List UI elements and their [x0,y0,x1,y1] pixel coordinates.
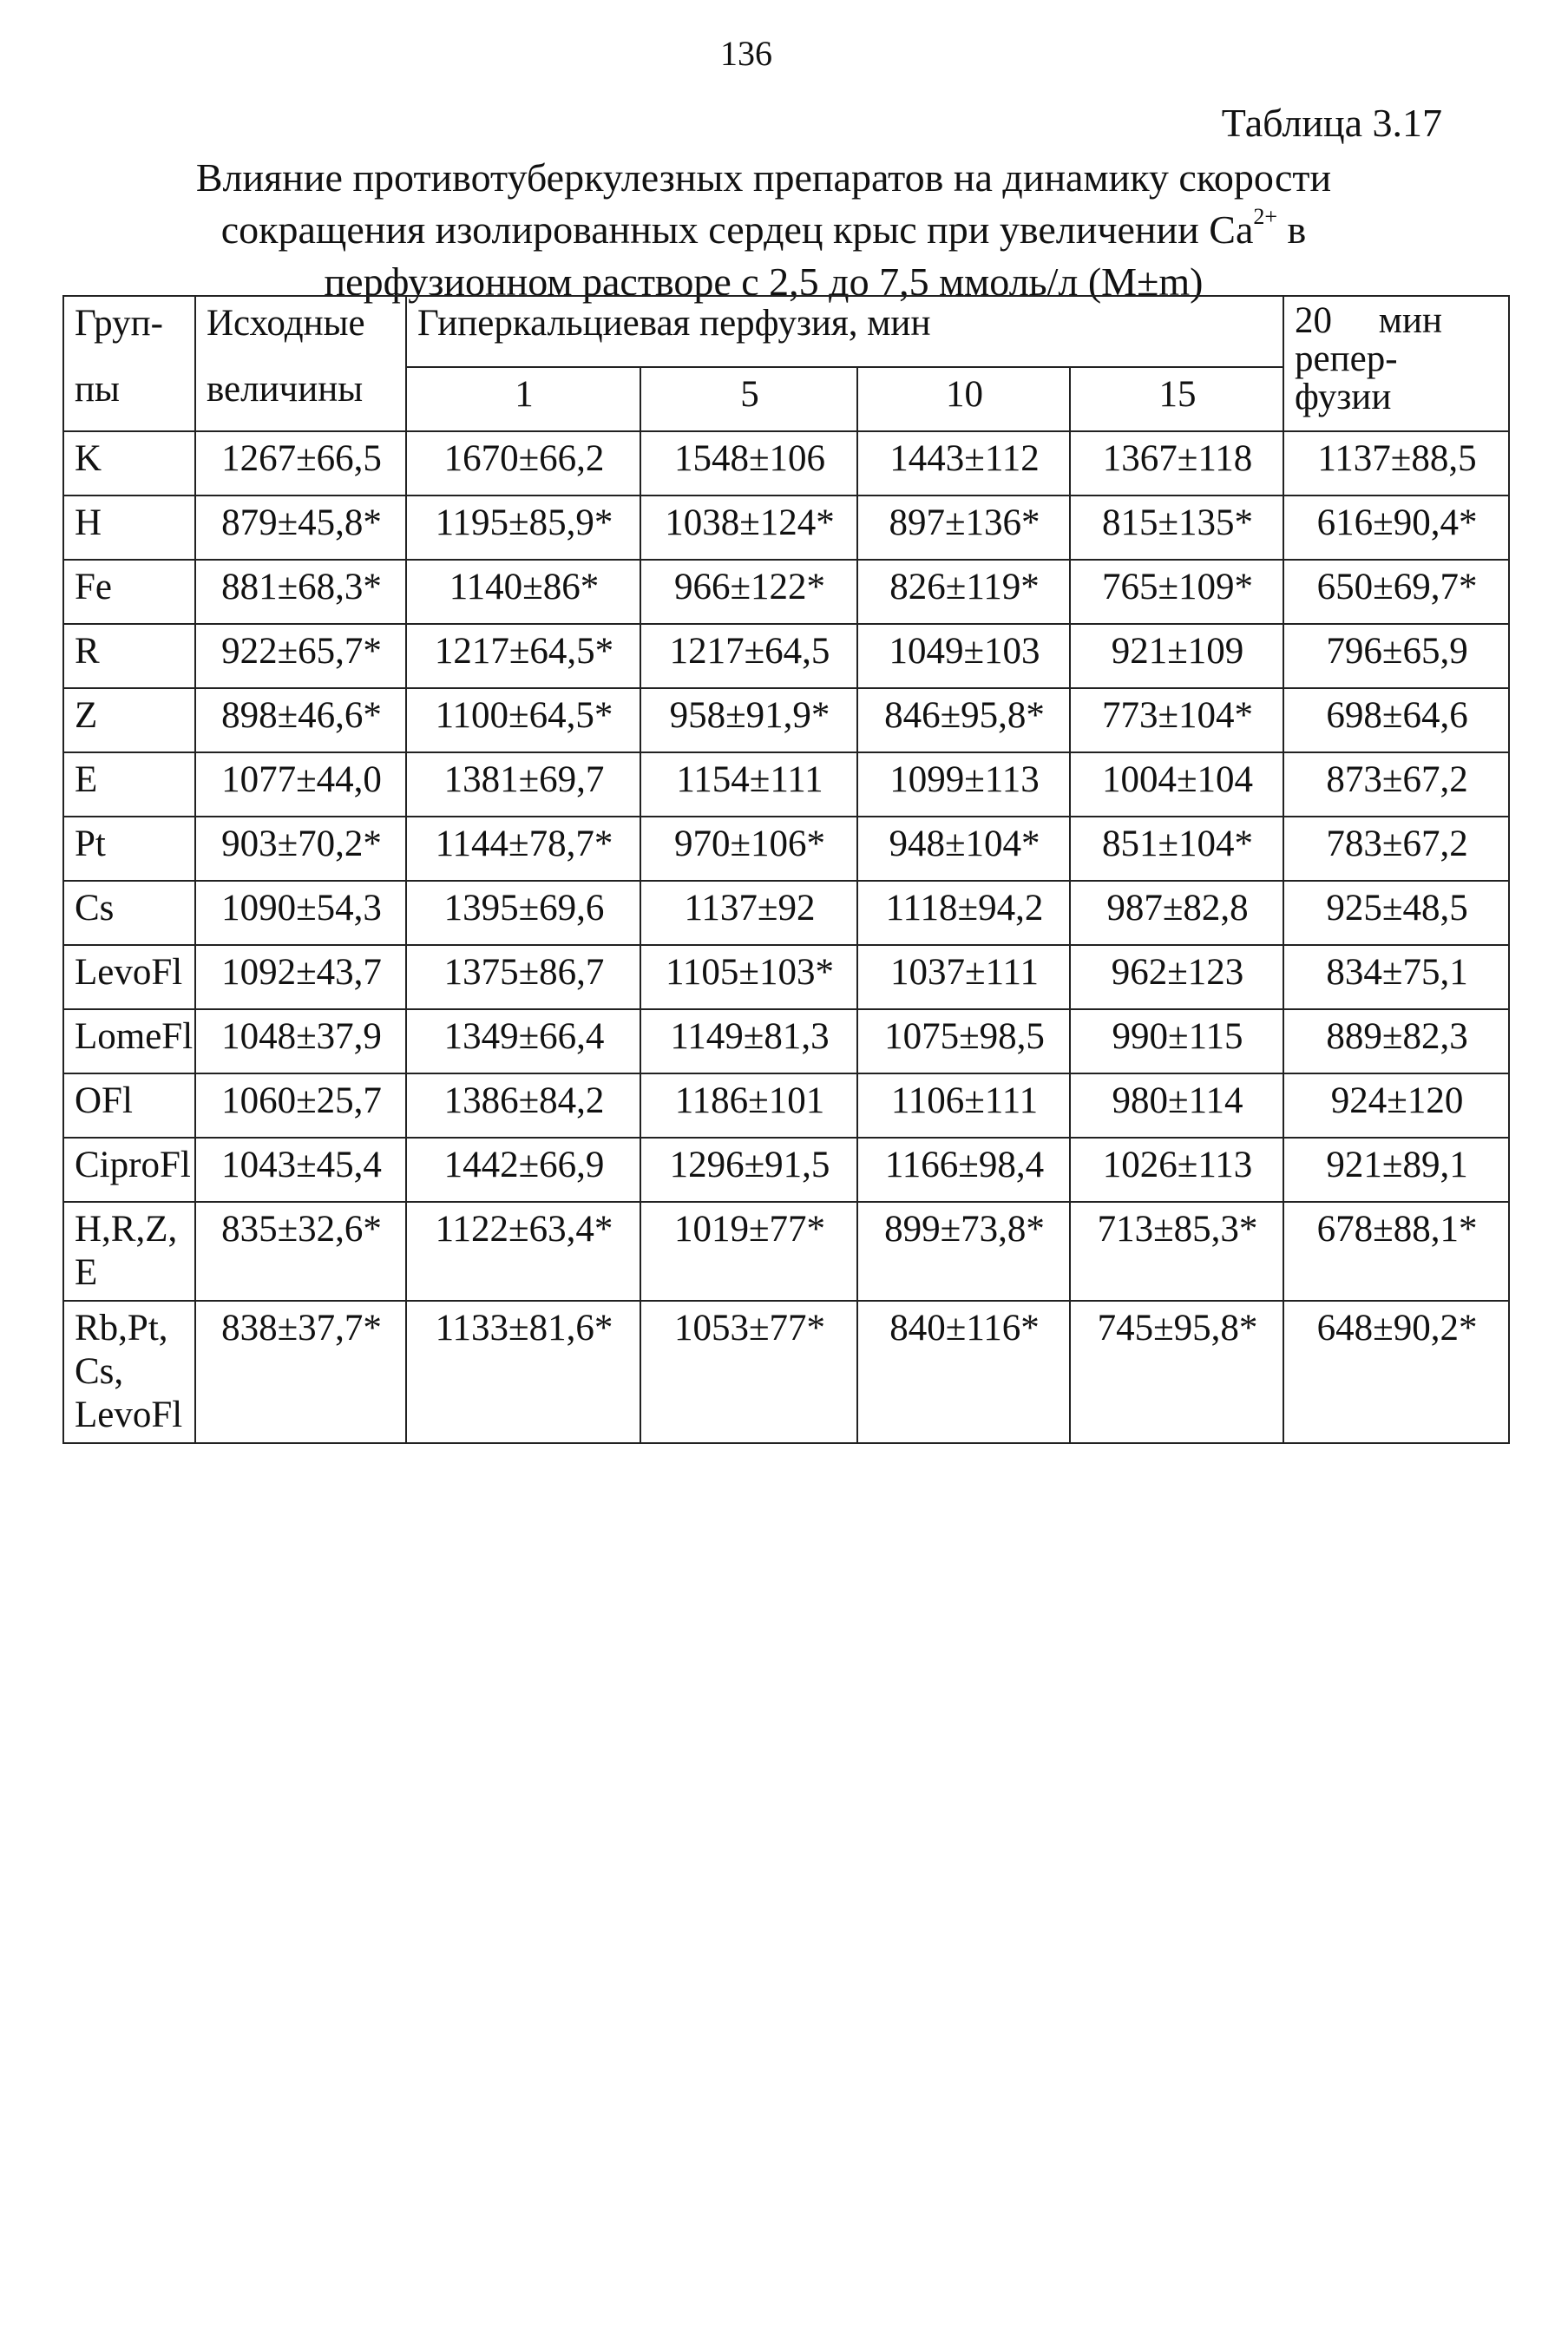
t1-cell: 1144±78,7* [406,817,640,881]
group-line-1: Rb,Pt, [75,1308,168,1349]
initial-cell: 922±65,7* [195,624,406,688]
initial-cell: 903±70,2* [195,817,406,881]
t5-cell: 970±106* [640,817,857,881]
initial-cell: 835±32,6* [195,1202,406,1301]
table-row [63,817,1509,881]
t5-cell: 1149±81,3 [640,1009,857,1073]
table-label: Таблица 3.17 [1221,101,1442,145]
t1-cell: 1195±85,9* [406,496,640,560]
group-cell: CiproFl [63,1138,195,1202]
header-reperfusion-line-2: репер- [1295,338,1398,379]
reperfusion-cell: 1137±88,5 [1283,431,1509,496]
t5-cell: 966±122* [640,560,857,624]
page-number: 136 [720,34,772,73]
group-line-2: E [75,1252,98,1293]
header-initial-line-2: величины [207,369,364,410]
t10-cell: 840±116* [857,1301,1070,1443]
table-caption [69,152,1458,308]
table-row [63,560,1509,624]
table-row [63,1138,1509,1202]
group-cell: LevoFl [63,945,195,1009]
group-line-2: Cs, [75,1351,124,1392]
t1-cell: 1375±86,7 [406,945,640,1009]
data-table [62,295,1510,1444]
header-group-line-2: пы [75,369,120,410]
t5-cell: 1217±64,5 [640,624,857,688]
header-reperfusion-line-3: фузии [1295,377,1392,417]
reperfusion-cell: 648±90,2* [1283,1301,1509,1443]
t5-cell: 1137±92 [640,881,857,945]
t1-cell: 1381±69,7 [406,752,640,817]
t10-cell: 1443±112 [857,431,1070,496]
header-hypercalcemic: Гиперкальциевая перфузия, мин [406,296,1283,367]
t15-cell: 962±123 [1070,945,1283,1009]
header-time-15: 15 [1070,367,1283,431]
t10-cell: 826±119* [857,560,1070,624]
reperfusion-cell: 678±88,1* [1283,1202,1509,1301]
caption-line-2 [69,204,1458,256]
header-reperfusion-line-1: 20 мин [1295,300,1443,341]
group-line-3: LevoFl [75,1395,183,1435]
initial-cell: 1267±66,5 [195,431,406,496]
t10-cell: 1037±111 [857,945,1070,1009]
initial-cell: 1092±43,7 [195,945,406,1009]
header-row-1 [63,296,1509,367]
group-cell: Cs [63,881,195,945]
t10-cell: 1075±98,5 [857,1009,1070,1073]
header-initial [195,296,406,431]
t10-cell: 1099±113 [857,752,1070,817]
reperfusion-cell: 925±48,5 [1283,881,1509,945]
table-row [63,881,1509,945]
t15-cell: 773±104* [1070,688,1283,752]
t15-cell: 765±109* [1070,560,1283,624]
initial-cell: 898±46,6* [195,688,406,752]
t5-cell: 1296±91,5 [640,1138,857,1202]
t15-cell: 815±135* [1070,496,1283,560]
reperfusion-cell: 924±120 [1283,1073,1509,1138]
t15-cell: 1026±113 [1070,1138,1283,1202]
t1-cell: 1442±66,9 [406,1138,640,1202]
table-row [63,431,1509,496]
t1-cell: 1670±66,2 [406,431,640,496]
initial-cell: 1077±44,0 [195,752,406,817]
t10-cell: 948±104* [857,817,1070,881]
header-group [63,296,195,431]
caption-line-2-tail: в [1277,207,1307,252]
caption-line-3: перфузионном растворе с 2,5 до 7,5 ммоль/л (M±m) [324,259,1204,304]
group-line-1: H,R,Z, [75,1209,178,1250]
t15-cell: 980±114 [1070,1073,1283,1138]
table-row [63,945,1509,1009]
t10-cell: 1106±111 [857,1073,1070,1138]
reperfusion-cell: 889±82,3 [1283,1009,1509,1073]
table-row [63,496,1509,560]
t15-cell: 990±115 [1070,1009,1283,1073]
t5-cell: 958±91,9* [640,688,857,752]
group-cell: LomeFl [63,1009,195,1073]
initial-cell: 1043±45,4 [195,1138,406,1202]
t15-cell: 987±82,8 [1070,881,1283,945]
t10-cell: 1118±94,2 [857,881,1070,945]
t15-cell: 851±104* [1070,817,1283,881]
t1-cell: 1133±81,6* [406,1301,640,1443]
t1-cell: 1122±63,4* [406,1202,640,1301]
table-row [63,1009,1509,1073]
table-row [63,688,1509,752]
reperfusion-cell: 616±90,4* [1283,496,1509,560]
t10-cell: 897±136* [857,496,1070,560]
reperfusion-cell: 650±69,7* [1283,560,1509,624]
t5-cell: 1154±111 [640,752,857,817]
t10-cell: 846±95,8* [857,688,1070,752]
group-cell: E [63,752,195,817]
t1-cell: 1349±66,4 [406,1009,640,1073]
header-time-5: 5 [640,367,857,431]
t1-cell: 1217±64,5* [406,624,640,688]
t1-cell: 1386±84,2 [406,1073,640,1138]
t1-cell: 1100±64,5* [406,688,640,752]
t5-cell: 1105±103* [640,945,857,1009]
header-initial-line-1: Исходные [207,303,365,344]
reperfusion-cell: 921±89,1 [1283,1138,1509,1202]
t15-cell: 745±95,8* [1070,1301,1283,1443]
group-cell [63,1202,195,1301]
reperfusion-cell: 834±75,1 [1283,945,1509,1009]
group-cell: H [63,496,195,560]
t1-cell: 1395±69,6 [406,881,640,945]
initial-cell: 879±45,8* [195,496,406,560]
t1-cell: 1140±86* [406,560,640,624]
header-time-10: 10 [857,367,1070,431]
t10-cell: 1166±98,4 [857,1138,1070,1202]
caption-superscript: 2+ [1253,204,1278,229]
table-row [63,1202,1509,1301]
t5-cell: 1186±101 [640,1073,857,1138]
group-cell [63,1301,195,1443]
initial-cell: 1060±25,7 [195,1073,406,1138]
table-row [63,752,1509,817]
header-time-1: 1 [406,367,640,431]
initial-cell: 1048±37,9 [195,1009,406,1073]
group-cell: R [63,624,195,688]
initial-cell: 838±37,7* [195,1301,406,1443]
caption-line-1: Влияние противотуберкулезных препаратов на динамику скорости [195,155,1332,200]
table-row [63,624,1509,688]
group-cell: Z [63,688,195,752]
reperfusion-cell: 698±64,6 [1283,688,1509,752]
header-reperfusion [1283,296,1509,431]
initial-cell: 881±68,3* [195,560,406,624]
reperfusion-cell: 796±65,9 [1283,624,1509,688]
reperfusion-cell: 783±67,2 [1283,817,1509,881]
table-row [63,1073,1509,1138]
t15-cell: 713±85,3* [1070,1202,1283,1301]
header-group-line-1: Груп- [75,303,163,344]
reperfusion-cell: 873±67,2 [1283,752,1509,817]
t5-cell: 1053±77* [640,1301,857,1443]
group-cell: K [63,431,195,496]
t10-cell: 899±73,8* [857,1202,1070,1301]
table-row [63,1301,1509,1443]
t15-cell: 1004±104 [1070,752,1283,817]
group-cell: Fe [63,560,195,624]
t15-cell: 1367±118 [1070,431,1283,496]
caption-line-2-text: сокращения изолированных сердец крыс при увеличении Ca [220,207,1254,252]
initial-cell: 1090±54,3 [195,881,406,945]
group-cell: Pt [63,817,195,881]
t5-cell: 1548±106 [640,431,857,496]
group-cell: OFl [63,1073,195,1138]
t10-cell: 1049±103 [857,624,1070,688]
t5-cell: 1019±77* [640,1202,857,1301]
t5-cell: 1038±124* [640,496,857,560]
t15-cell: 921±109 [1070,624,1283,688]
